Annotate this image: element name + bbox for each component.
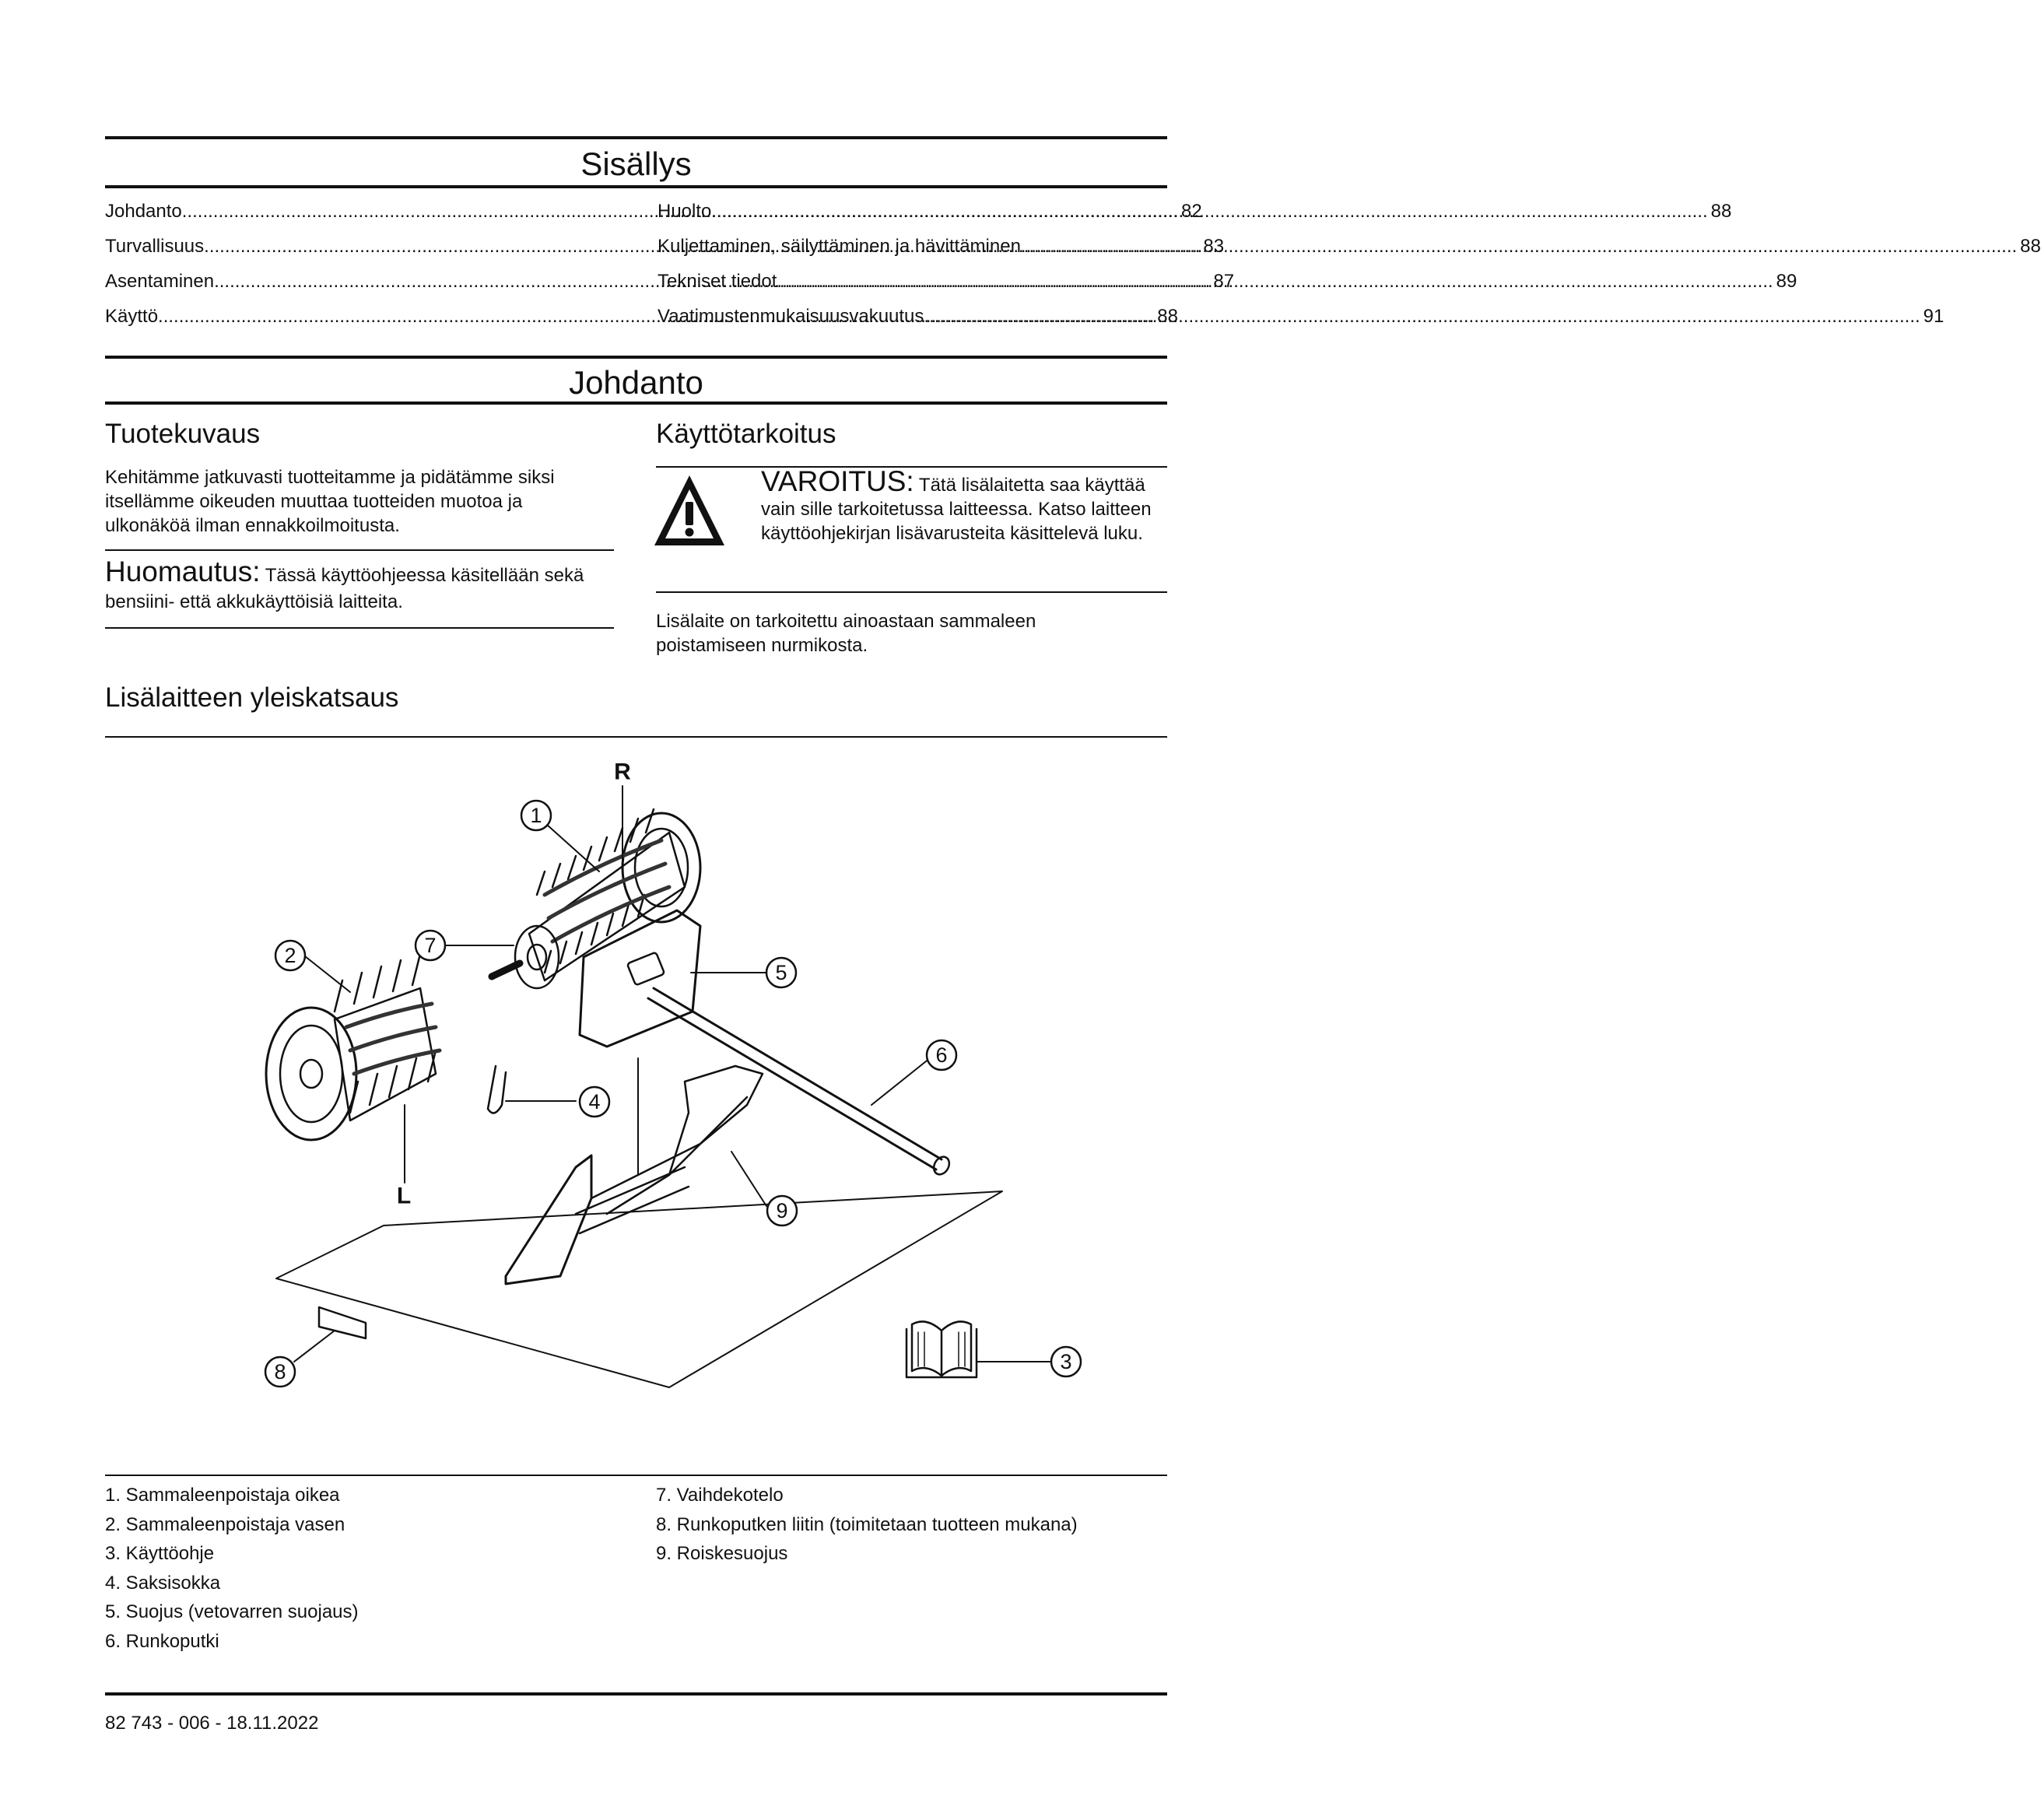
- use-description: Lisälaite on tarkoitettu ainoastaan sammaleen poistamiseen nurmikosta.: [656, 611, 1036, 656]
- note-bottom-rule: [105, 627, 614, 629]
- section-top-rule: [105, 356, 1167, 359]
- toc-page-number: 83: [1203, 236, 1225, 257]
- callout-9: 9: [776, 1199, 788, 1222]
- splash-guard-drawing: [506, 1066, 763, 1284]
- toc-page-number: 89: [1776, 271, 1797, 292]
- section-title: Johdanto: [569, 364, 703, 401]
- toc-entry[interactable]: Vaatimustenmukaisuusvakuutus ..... 91: [658, 299, 1167, 334]
- connector-drawing: [319, 1307, 366, 1338]
- warning-triangle-icon: [652, 472, 727, 550]
- warning-box: [761, 465, 1167, 545]
- toc-title: Sisällys: [580, 146, 692, 182]
- cotter-pin-drawing: [488, 1066, 506, 1113]
- legend-item: 3. Käyttöohje: [105, 1543, 215, 1564]
- toc-top-rule: [105, 136, 1167, 139]
- footer-doc-ref: 82 743 - 006 - 18.11.2022: [105, 1713, 319, 1734]
- footer-rule: [105, 1692, 1167, 1696]
- toc-page-number: 88: [1157, 306, 1178, 327]
- toc-entry[interactable]: Kuljettaminen, säilyttäminen ja hävittäminen ..... 88: [658, 229, 1167, 264]
- accessory-illustration: [233, 747, 1072, 1408]
- toc-entry[interactable]: Käyttö ..... 88: [105, 299, 619, 334]
- legend-right-column: [656, 1481, 1167, 1569]
- note-top-rule: [105, 549, 614, 551]
- manual-drawing: [907, 1321, 977, 1377]
- toc-title-rule: [105, 185, 1167, 188]
- label-left: L: [396, 1183, 412, 1209]
- toc-page-number: 88: [2020, 236, 2041, 257]
- tube-drawing: [654, 988, 942, 1159]
- legend-item: 9. Roiskesuojus: [656, 1543, 788, 1564]
- label-right: R: [614, 759, 631, 785]
- note-label: Huomautus:: [105, 556, 261, 587]
- legend-item: 4. Saksisokka: [105, 1572, 221, 1594]
- callout-5: 5: [775, 961, 787, 984]
- parts-tray-outline: [276, 1191, 1002, 1387]
- warning-label: VAROITUS:: [761, 465, 914, 497]
- legend-item: 1. Sammaleenpoistaja oikea: [105, 1485, 340, 1506]
- warning-bottom-rule: [656, 591, 1167, 593]
- callout-1: 1: [530, 804, 542, 827]
- legend-item: 7. Vaihdekotelo: [656, 1485, 784, 1506]
- use-heading: Käyttötarkoitus: [656, 419, 836, 449]
- toc-page-number: 87: [1213, 271, 1235, 292]
- toc-entry[interactable]: Turvallisuus ..... 83: [105, 229, 619, 264]
- legend-left-column: [105, 1481, 619, 1656]
- callout-2: 2: [284, 944, 296, 967]
- toc-entry[interactable]: Asentaminen ..... 87: [105, 264, 619, 299]
- callout-4: 4: [588, 1090, 601, 1113]
- legend-item: 6. Runkoputki: [105, 1630, 219, 1652]
- toc-entry[interactable]: Johdanto ..... 82: [105, 194, 619, 229]
- overview-rule: [105, 736, 1167, 738]
- callout-7: 7: [424, 934, 437, 957]
- legend-item: 5. Suojus (vetovarren suojaus): [105, 1601, 359, 1622]
- toc-entry[interactable]: Huolto ..... 88: [658, 194, 1167, 229]
- toc-page-number: 82: [1181, 201, 1202, 222]
- callout-8: 8: [274, 1360, 286, 1383]
- warning-text: Tätä lisälaitetta saa käyttää vain sille tarkoitetussa laitteessa. Katso laitteen käyttöohjekirjan lisävarusteita käsittelevä luku.: [761, 475, 1152, 544]
- legend-item: 8. Runkoputken liitin (toimitetaan tuotteen mukana): [656, 1513, 1078, 1535]
- overview-heading: Lisälaitteen yleiskatsaus: [105, 682, 399, 713]
- toc-page-number: 91: [1923, 306, 1945, 327]
- toc-entry[interactable]: Tekniset tiedot ..... 89: [658, 264, 1167, 299]
- note-box: [105, 556, 611, 615]
- product-heading: Tuotekuvaus: [105, 419, 261, 449]
- note-text: Tässä käyttöohjeessa käsitellään sekä bensiini- että akkukäyttöisiä laitteita.: [105, 565, 584, 612]
- toc-page-number: 88: [1710, 201, 1732, 222]
- callout-6: 6: [935, 1043, 948, 1067]
- section-title-rule: [105, 402, 1167, 405]
- callout-3: 3: [1060, 1350, 1072, 1373]
- legend-rule: [105, 1475, 1167, 1476]
- legend-item: 2. Sammaleenpoistaja vasen: [105, 1513, 345, 1535]
- left-dethatcher-drawing: [266, 954, 440, 1140]
- product-description: Kehitämme jatkuvasti tuotteitamme ja pidätämme siksi itsellämme oikeuden muuttaa tuotteiden muotoa ja ulkonäköä ilman ennakkoilmoitusta.: [105, 467, 555, 536]
